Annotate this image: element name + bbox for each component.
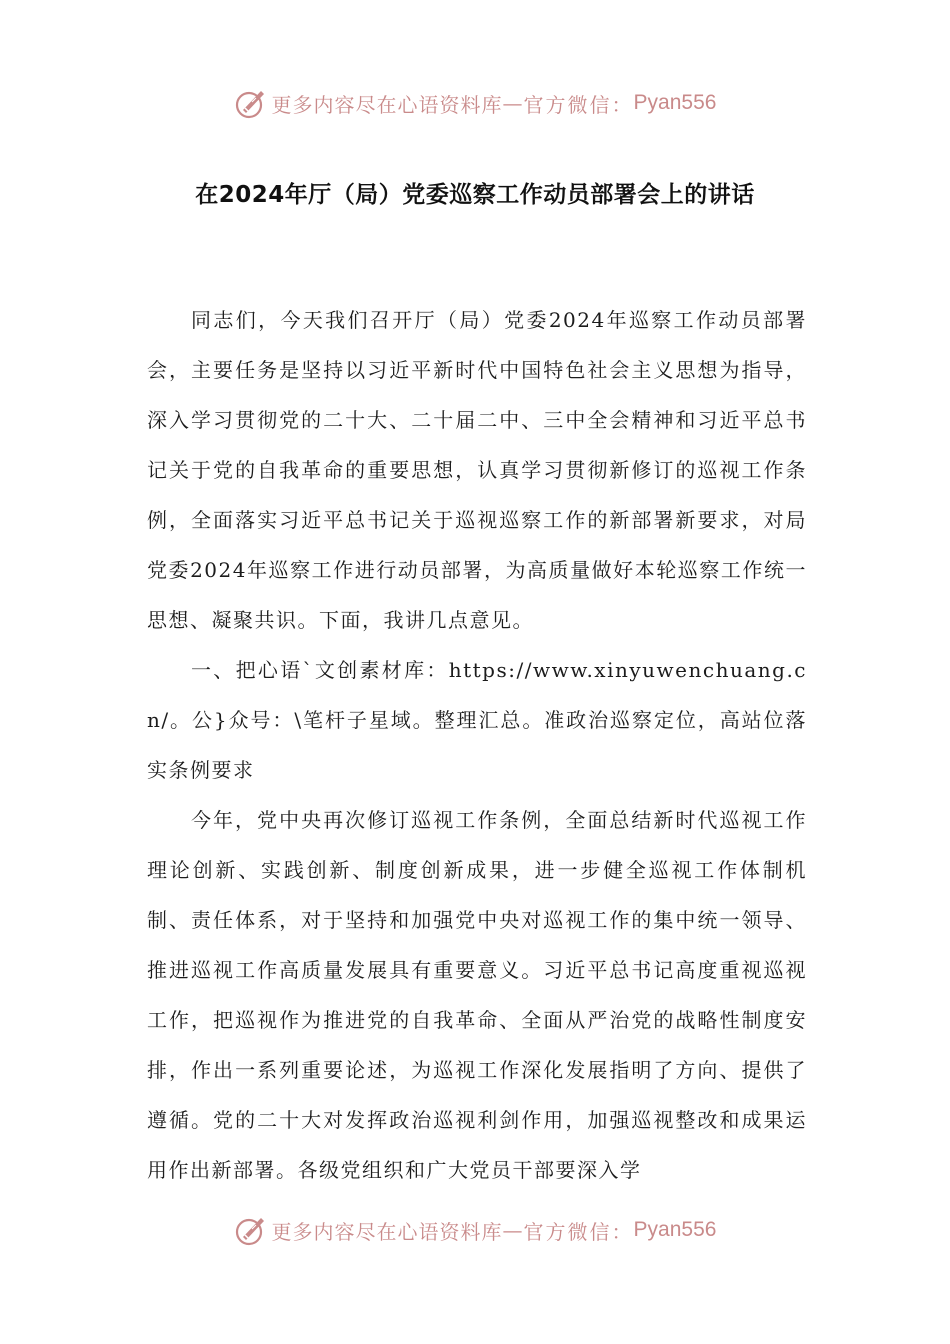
quill-pen-circle-icon	[234, 86, 268, 120]
watermark-wechat-id: Pyan556	[633, 91, 717, 114]
quill-pen-circle-icon	[234, 1213, 268, 1247]
paragraph-section-heading-1: 一、把心语`文创素材库：https://www.xinyuwenchuang.cn/。公}众号：\笔杆子星域。整理汇总。准政治巡察定位，高站位落实条例要求	[147, 658, 807, 782]
watermark-site-name: 更多内容尽在心语资料库	[271, 92, 503, 117]
watermark-wechat-label: 官方微信：	[523, 92, 634, 117]
watermark-wechat-label: 官方微信：	[523, 1219, 634, 1244]
paragraph-opening: 同志们，今天我们召开厅（局）党委2024年巡察工作动员部署会，主要任务是坚持以习近平新时代中国特色社会主义思想为指导，深入学习贯彻党的二十大、二十届二中、三中全会精神和习近平总书记关于党的自我革命的重要思想，认真学习贯彻新修订的巡视工作条例，全面落实习近平总书记关于巡视巡察工作的新部署新要求，对局党委2024年巡察工作进行动员部署，为高质量做好本轮巡察工作统一思想、凝聚共识。下面，我讲几点意见。	[147, 308, 807, 632]
paragraph-section-1-body: 今年，党中央再次修订巡视工作条例，全面总结新时代巡视工作理论创新、实践创新、制度创新成果，进一步健全巡视工作体制机制、责任体系，对于坚持和加强党中央对巡视工作的集中统一领导、推进巡视工作高质量发展具有重要意义。习近平总书记高度重视巡视工作，把巡视作为推进党的自我革命、全面从严治党的战略性制度安排，作出一系列重要论述，为巡视工作深化发展指明了方向、提供了遵循。党的二十大对发挥政治巡视利剑作用，加强巡视整改和成果运用作出新部署。各级党组织和广大党员干部要深入学	[147, 808, 807, 1182]
watermark-wechat-id: Pyan556	[633, 1218, 717, 1241]
document-title: 在2024年厅（局）党委巡察工作动员部署会上的讲话	[195, 182, 755, 208]
header-watermark-banner	[0, 83, 950, 123]
footer-watermark-banner	[0, 1210, 950, 1250]
document-body	[147, 295, 807, 1195]
watermark-site-name: 更多内容尽在心语资料库	[271, 1219, 503, 1244]
watermark-dash: —	[502, 91, 524, 115]
watermark-dash: —	[502, 1218, 524, 1242]
